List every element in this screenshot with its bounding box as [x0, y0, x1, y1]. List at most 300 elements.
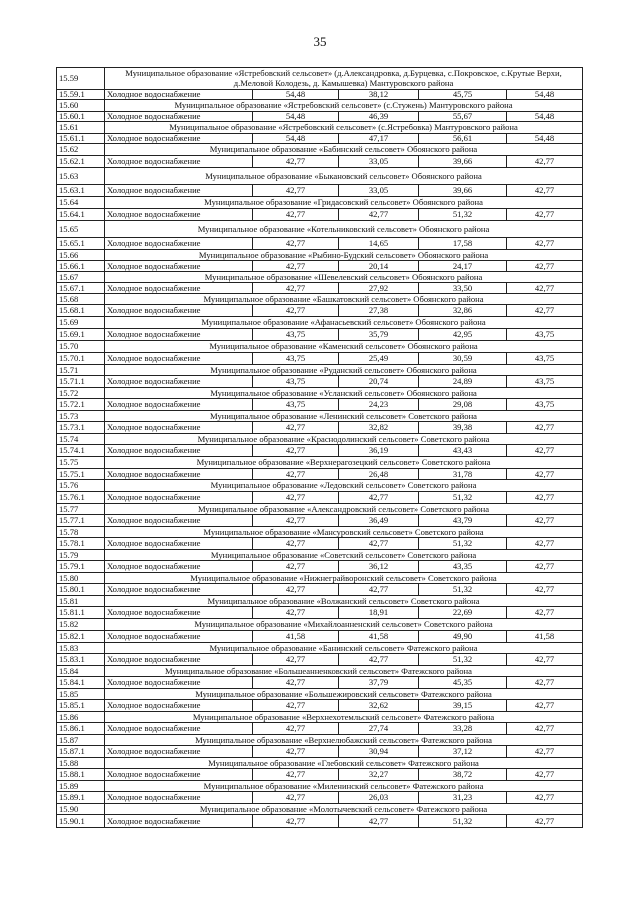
tariff-value: 42,77 — [507, 769, 583, 781]
tariff-value: 42,77 — [253, 156, 339, 168]
tariff-value: 42,77 — [507, 584, 583, 596]
tariff-value: 33,28 — [419, 723, 507, 735]
municipality-title: Муниципальное образование «Волжанский сельсовет» Советского района — [105, 596, 583, 607]
tariff-value: 39,15 — [419, 700, 507, 712]
tariff-value: 54,48 — [253, 134, 339, 144]
row-code: 15.65.1 — [57, 238, 105, 250]
row-code: 15.60.1 — [57, 112, 105, 122]
municipality-title: Муниципальное образование «Шевелевский сельсовет» Обоянского района — [105, 272, 583, 283]
tariff-value: 42,77 — [253, 584, 339, 596]
row-code: 15.74.1 — [57, 445, 105, 457]
service-name: Холодное водоснабжение — [105, 631, 253, 643]
row-code: 15.64 — [57, 197, 105, 209]
service-row — [57, 607, 583, 619]
tariff-value: 42,77 — [253, 305, 339, 317]
tariff-value: 42,77 — [507, 538, 583, 550]
row-code: 15.86 — [57, 712, 105, 723]
tariff-value: 51,32 — [419, 654, 507, 666]
row-code: 15.83.1 — [57, 654, 105, 666]
tariff-value: 42,77 — [507, 422, 583, 434]
service-name: Холодное водоснабжение — [105, 723, 253, 735]
municipality-title: Муниципальное образование «Михайлоанненский сельсовет» Советского района — [105, 619, 583, 631]
tariff-value: 38,72 — [419, 769, 507, 781]
municipality-row — [57, 781, 583, 792]
row-code: 15.84 — [57, 666, 105, 677]
tariff-value: 43,79 — [419, 515, 507, 527]
service-row — [57, 353, 583, 365]
tariff-value: 42,77 — [507, 700, 583, 712]
tariff-value: 42,77 — [253, 792, 339, 804]
tariff-value: 43,75 — [253, 329, 339, 341]
row-code: 15.63 — [57, 168, 105, 185]
tariff-value: 32,82 — [339, 422, 419, 434]
tariff-value: 42,77 — [253, 815, 339, 828]
municipality-title: Муниципальное образование «Верхнехотемльский сельсовет» Фатежского района — [105, 712, 583, 723]
tariff-value: 42,77 — [507, 261, 583, 272]
municipality-title: Муниципальное образование «Рыбино-Будский сельсовет» Обоянского района — [105, 250, 583, 261]
page-number: 35 — [313, 34, 327, 49]
tariff-value: 42,77 — [253, 261, 339, 272]
tariff-value: 42,77 — [507, 185, 583, 197]
tariff-value: 42,77 — [253, 422, 339, 434]
municipality-title: Муниципальное образование «Верхнелюбажский сельсовет» Фатежского района — [105, 735, 583, 746]
tariff-value: 39,66 — [419, 185, 507, 197]
service-name: Холодное водоснабжение — [105, 769, 253, 781]
tariff-value: 35,79 — [339, 329, 419, 341]
service-row — [57, 815, 583, 828]
tariff-value: 51,32 — [419, 538, 507, 550]
row-code: 15.69.1 — [57, 329, 105, 341]
service-name: Холодное водоснабжение — [105, 815, 253, 828]
municipality-row — [57, 317, 583, 329]
municipality-title: Муниципальное образование «Миленинский сельсовет» Фатежского района — [105, 781, 583, 792]
service-row — [57, 561, 583, 573]
service-row — [57, 769, 583, 781]
tariff-value: 42,77 — [507, 746, 583, 758]
municipality-row — [57, 596, 583, 607]
tariff-value: 51,32 — [419, 815, 507, 828]
municipality-row — [57, 735, 583, 746]
tariff-value: 42,77 — [253, 209, 339, 221]
service-name: Холодное водоснабжение — [105, 607, 253, 619]
municipality-row — [57, 457, 583, 469]
service-name: Холодное водоснабжение — [105, 134, 253, 144]
municipality-row — [57, 197, 583, 209]
service-row — [57, 538, 583, 550]
municipality-title: Муниципальное образование «Краснодолинский сельсовет» Советского района — [105, 434, 583, 445]
service-name: Холодное водоснабжение — [105, 283, 253, 294]
municipality-title: Муниципальное образование «Большеанненковский сельсовет» Фатежского района — [105, 666, 583, 677]
municipality-title: Муниципальное образование «Нижнеграйворонский сельсовет» Советского района — [105, 573, 583, 584]
row-code: 15.85 — [57, 689, 105, 700]
tariff-table — [56, 67, 583, 828]
row-code: 15.75 — [57, 457, 105, 469]
municipality-row — [57, 689, 583, 700]
municipality-title: Муниципальное образование «Гридасовский сельсовет» Обоянского района — [105, 197, 583, 209]
municipality-row — [57, 341, 583, 353]
tariff-value: 33,50 — [419, 283, 507, 294]
row-code: 15.80 — [57, 573, 105, 584]
row-code: 15.87 — [57, 735, 105, 746]
service-name: Холодное водоснабжение — [105, 561, 253, 573]
municipality-title: Муниципальное образование «Каменский сельсовет» Обоянского района — [105, 341, 583, 353]
tariff-value: 42,77 — [339, 538, 419, 550]
row-code: 15.87.1 — [57, 746, 105, 758]
service-row — [57, 90, 583, 100]
tariff-value: 43,75 — [507, 399, 583, 411]
service-name: Холодное водоснабжение — [105, 238, 253, 250]
municipality-title: Муниципальное образование «Ястребовский сельсовет» (с.Ястребовка) Мантуровского района — [105, 122, 583, 134]
tariff-value: 42,77 — [253, 469, 339, 480]
service-row — [57, 654, 583, 666]
tariff-value: 42,77 — [253, 769, 339, 781]
service-name: Холодное водоснабжение — [105, 469, 253, 480]
tariff-value: 42,77 — [507, 677, 583, 689]
row-code: 15.79.1 — [57, 561, 105, 573]
row-code: 15.90 — [57, 804, 105, 815]
service-name: Холодное водоснабжение — [105, 353, 253, 365]
tariff-value: 42,77 — [253, 538, 339, 550]
municipality-row — [57, 434, 583, 445]
row-code: 15.71.1 — [57, 376, 105, 388]
row-code: 15.67 — [57, 272, 105, 283]
municipality-row — [57, 666, 583, 677]
tariff-value: 47,17 — [339, 134, 419, 144]
tariff-value: 43,43 — [419, 445, 507, 457]
tariff-value: 33,05 — [339, 185, 419, 197]
row-code: 15.65 — [57, 221, 105, 238]
tariff-value: 42,77 — [507, 492, 583, 504]
tariff-value: 32,27 — [339, 769, 419, 781]
row-code: 15.88.1 — [57, 769, 105, 781]
tariff-value: 42,77 — [253, 185, 339, 197]
service-row — [57, 515, 583, 527]
tariff-value: 42,77 — [507, 792, 583, 804]
municipality-title: Муниципальное образование «Башкатовский сельсовет» Обоянского района — [105, 294, 583, 305]
tariff-value: 41,58 — [253, 631, 339, 643]
municipality-title: Муниципальное образование «Ястребовский сельсовет» (с.Стужень) Мантуровского района — [105, 100, 583, 112]
tariff-value: 31,78 — [419, 469, 507, 480]
tariff-value: 41,58 — [339, 631, 419, 643]
service-row — [57, 185, 583, 197]
tariff-value: 42,77 — [507, 209, 583, 221]
row-code: 15.73.1 — [57, 422, 105, 434]
service-row — [57, 283, 583, 294]
row-code: 15.86.1 — [57, 723, 105, 735]
tariff-value: 42,77 — [507, 723, 583, 735]
tariff-value: 45,35 — [419, 677, 507, 689]
tariff-value: 32,86 — [419, 305, 507, 317]
tariff-value: 26,03 — [339, 792, 419, 804]
municipality-title: Муниципальное образование «Советский сельсовет» Советского района — [105, 550, 583, 561]
municipality-title: Муниципальное образование «Молотычевский сельсовет» Фатежского района — [105, 804, 583, 815]
service-name: Холодное водоснабжение — [105, 654, 253, 666]
tariff-value: 51,32 — [419, 492, 507, 504]
row-code: 15.90.1 — [57, 815, 105, 828]
tariff-value: 42,77 — [253, 654, 339, 666]
row-code: 15.59.1 — [57, 90, 105, 100]
municipality-row — [57, 643, 583, 654]
tariff-value: 18,91 — [339, 607, 419, 619]
row-code: 15.82 — [57, 619, 105, 631]
tariff-value: 43,75 — [507, 376, 583, 388]
municipality-row — [57, 411, 583, 422]
row-code: 15.61.1 — [57, 134, 105, 144]
row-code: 15.62 — [57, 144, 105, 156]
service-name: Холодное водоснабжение — [105, 515, 253, 527]
tariff-value: 24,23 — [339, 399, 419, 411]
tariff-value: 42,77 — [507, 305, 583, 317]
tariff-value: 42,77 — [507, 238, 583, 250]
service-row — [57, 792, 583, 804]
tariff-value: 42,77 — [507, 156, 583, 168]
row-code: 15.66 — [57, 250, 105, 261]
service-name: Холодное водоснабжение — [105, 422, 253, 434]
row-code: 15.70.1 — [57, 353, 105, 365]
row-code: 15.69 — [57, 317, 105, 329]
tariff-value: 20,14 — [339, 261, 419, 272]
tariff-value: 55,67 — [419, 112, 507, 122]
municipality-row — [57, 250, 583, 261]
municipality-row — [57, 619, 583, 631]
tariff-value: 42,77 — [253, 561, 339, 573]
municipality-title: Муниципальное образование «Руданский сельсовет» Обоянского района — [105, 365, 583, 376]
row-code: 15.80.1 — [57, 584, 105, 596]
municipality-title: Муниципальное образование «Усланский сельсовет» Обоянского района — [105, 388, 583, 399]
service-name: Холодное водоснабжение — [105, 376, 253, 388]
municipality-title: Муниципальное образование «Мансуровский сельсовет» Советского района — [105, 527, 583, 538]
row-code: 15.64.1 — [57, 209, 105, 221]
service-row — [57, 399, 583, 411]
service-row — [57, 445, 583, 457]
tariff-value: 27,38 — [339, 305, 419, 317]
tariff-value: 54,48 — [253, 90, 339, 100]
tariff-value: 42,77 — [253, 723, 339, 735]
service-name: Холодное водоснабжение — [105, 112, 253, 122]
row-code: 15.77 — [57, 504, 105, 515]
municipality-row — [57, 504, 583, 515]
tariff-value: 43,75 — [253, 376, 339, 388]
row-code: 15.89 — [57, 781, 105, 792]
row-code: 15.76.1 — [57, 492, 105, 504]
service-row — [57, 469, 583, 480]
service-row — [57, 422, 583, 434]
service-row — [57, 723, 583, 735]
service-name: Холодное водоснабжение — [105, 209, 253, 221]
tariff-value: 42,77 — [253, 607, 339, 619]
tariff-value: 42,95 — [419, 329, 507, 341]
tariff-value: 56,61 — [419, 134, 507, 144]
tariff-value: 27,74 — [339, 723, 419, 735]
tariff-value: 45,75 — [419, 90, 507, 100]
row-code: 15.71 — [57, 365, 105, 376]
tariff-value: 42,77 — [339, 492, 419, 504]
municipality-row — [57, 168, 583, 185]
service-row — [57, 376, 583, 388]
service-row — [57, 305, 583, 317]
tariff-value: 42,77 — [253, 515, 339, 527]
tariff-value: 43,35 — [419, 561, 507, 573]
tariff-value: 54,48 — [507, 90, 583, 100]
service-name: Холодное водоснабжение — [105, 156, 253, 168]
municipality-title: Муниципальное образование «Быкановский сельсовет» Обоянского района — [105, 168, 583, 185]
tariff-value: 46,39 — [339, 112, 419, 122]
row-code: 15.76 — [57, 480, 105, 492]
service-name: Холодное водоснабжение — [105, 700, 253, 712]
tariff-value: 42,77 — [507, 607, 583, 619]
service-row — [57, 584, 583, 596]
tariff-value: 42,77 — [507, 815, 583, 828]
service-row — [57, 209, 583, 221]
row-code: 15.70 — [57, 341, 105, 353]
row-code: 15.77.1 — [57, 515, 105, 527]
tariff-value: 29,08 — [419, 399, 507, 411]
municipality-row — [57, 388, 583, 399]
row-code: 15.62.1 — [57, 156, 105, 168]
service-name: Холодное водоснабжение — [105, 538, 253, 550]
service-row — [57, 112, 583, 122]
tariff-value: 22,69 — [419, 607, 507, 619]
row-code: 15.59 — [57, 68, 105, 90]
municipality-row — [57, 272, 583, 283]
row-code: 15.89.1 — [57, 792, 105, 804]
row-code: 15.79 — [57, 550, 105, 561]
municipality-title: Муниципальное образование «Котельниковский сельсовет» Обоянского района — [105, 221, 583, 238]
service-name: Холодное водоснабжение — [105, 329, 253, 341]
municipality-title: Муниципальное образование «Большежировский сельсовет» Фатежского района — [105, 689, 583, 700]
service-row — [57, 329, 583, 341]
service-name: Холодное водоснабжение — [105, 399, 253, 411]
tariff-value: 30,59 — [419, 353, 507, 365]
municipality-row — [57, 527, 583, 538]
tariff-value: 24,17 — [419, 261, 507, 272]
tariff-value: 43,75 — [253, 399, 339, 411]
row-code: 15.84.1 — [57, 677, 105, 689]
service-name: Холодное водоснабжение — [105, 261, 253, 272]
municipality-row — [57, 365, 583, 376]
tariff-value: 42,77 — [507, 283, 583, 294]
service-name: Холодное водоснабжение — [105, 445, 253, 457]
tariff-value: 41,58 — [507, 631, 583, 643]
municipality-title: Муниципальное образование «Бабинский сельсовет» Обоянского района — [105, 144, 583, 156]
row-code: 15.85.1 — [57, 700, 105, 712]
service-name: Холодное водоснабжение — [105, 584, 253, 596]
tariff-value: 42,77 — [339, 584, 419, 596]
tariff-value: 42,77 — [253, 445, 339, 457]
tariff-value: 42,77 — [253, 677, 339, 689]
service-row — [57, 238, 583, 250]
tariff-value: 37,12 — [419, 746, 507, 758]
municipality-row — [57, 221, 583, 238]
row-code: 15.82.1 — [57, 631, 105, 643]
tariff-value: 36,12 — [339, 561, 419, 573]
tariff-value: 39,66 — [419, 156, 507, 168]
tariff-value: 20,74 — [339, 376, 419, 388]
row-code: 15.67.1 — [57, 283, 105, 294]
municipality-row — [57, 68, 583, 90]
tariff-value: 32,62 — [339, 700, 419, 712]
tariff-value: 54,48 — [253, 112, 339, 122]
tariff-value: 42,77 — [507, 654, 583, 666]
municipality-row — [57, 144, 583, 156]
service-row — [57, 134, 583, 144]
service-name: Холодное водоснабжение — [105, 185, 253, 197]
tariff-value: 27,92 — [339, 283, 419, 294]
municipality-title: Муниципальное образование «Ястребовский сельсовет» (д.Александровка, д.Бурцевка, с.Покровское, с.Крутые Верхи, д.Меловой Колодезь, д. Камышевка) Мантуровского района — [105, 68, 583, 90]
service-name: Холодное водоснабжение — [105, 90, 253, 100]
tariff-value: 37,79 — [339, 677, 419, 689]
municipality-row — [57, 294, 583, 305]
tariff-value: 42,77 — [339, 209, 419, 221]
row-code: 15.74 — [57, 434, 105, 445]
row-code: 15.81 — [57, 596, 105, 607]
municipality-title: Муниципальное образование «Александровский сельсовет» Советского района — [105, 504, 583, 515]
municipality-title: Муниципальное образование «Банинский сельсовет» Фатежского района — [105, 643, 583, 654]
tariff-value: 39,38 — [419, 422, 507, 434]
tariff-value: 43,75 — [507, 353, 583, 365]
service-row — [57, 631, 583, 643]
municipality-title: Муниципальное образование «Ледовский сельсовет» Советского района — [105, 480, 583, 492]
tariff-value: 42,77 — [339, 815, 419, 828]
tariff-value: 26,48 — [339, 469, 419, 480]
tariff-value: 30,94 — [339, 746, 419, 758]
row-code: 15.60 — [57, 100, 105, 112]
municipality-title: Муниципальное образование «Глебовский сельсовет» Фатежского района — [105, 758, 583, 769]
service-row — [57, 492, 583, 504]
tariff-table-body — [57, 68, 583, 828]
tariff-value: 54,48 — [507, 112, 583, 122]
tariff-value: 25,49 — [339, 353, 419, 365]
tariff-value: 42,77 — [507, 469, 583, 480]
tariff-value: 33,05 — [339, 156, 419, 168]
municipality-title: Муниципальное образование «Афанасьевский сельсовет» Обоянского района — [105, 317, 583, 329]
row-code: 15.68.1 — [57, 305, 105, 317]
tariff-value: 31,23 — [419, 792, 507, 804]
service-row — [57, 156, 583, 168]
service-row — [57, 677, 583, 689]
row-code: 15.88 — [57, 758, 105, 769]
tariff-value: 24,89 — [419, 376, 507, 388]
municipality-title: Муниципальное образование «Верхнерагозецкий сельсовет» Советского района — [105, 457, 583, 469]
tariff-value: 36,19 — [339, 445, 419, 457]
tariff-value: 51,32 — [419, 584, 507, 596]
municipality-row — [57, 804, 583, 815]
service-name: Холодное водоснабжение — [105, 746, 253, 758]
municipality-row — [57, 758, 583, 769]
tariff-value: 42,77 — [253, 700, 339, 712]
row-code: 15.72.1 — [57, 399, 105, 411]
service-name: Холодное водоснабжение — [105, 792, 253, 804]
tariff-value: 43,75 — [253, 353, 339, 365]
municipality-row — [57, 573, 583, 584]
service-row — [57, 261, 583, 272]
tariff-value: 51,32 — [419, 209, 507, 221]
municipality-row — [57, 100, 583, 112]
service-name: Холодное водоснабжение — [105, 677, 253, 689]
tariff-value: 42,77 — [339, 654, 419, 666]
tariff-value: 49,90 — [419, 631, 507, 643]
tariff-value: 38,12 — [339, 90, 419, 100]
row-code: 15.68 — [57, 294, 105, 305]
tariff-value: 36,49 — [339, 515, 419, 527]
service-row — [57, 746, 583, 758]
row-code: 15.78 — [57, 527, 105, 538]
municipality-row — [57, 712, 583, 723]
tariff-value: 42,77 — [253, 492, 339, 504]
tariff-value: 17,58 — [419, 238, 507, 250]
tariff-value: 42,77 — [507, 561, 583, 573]
tariff-value: 43,75 — [507, 329, 583, 341]
